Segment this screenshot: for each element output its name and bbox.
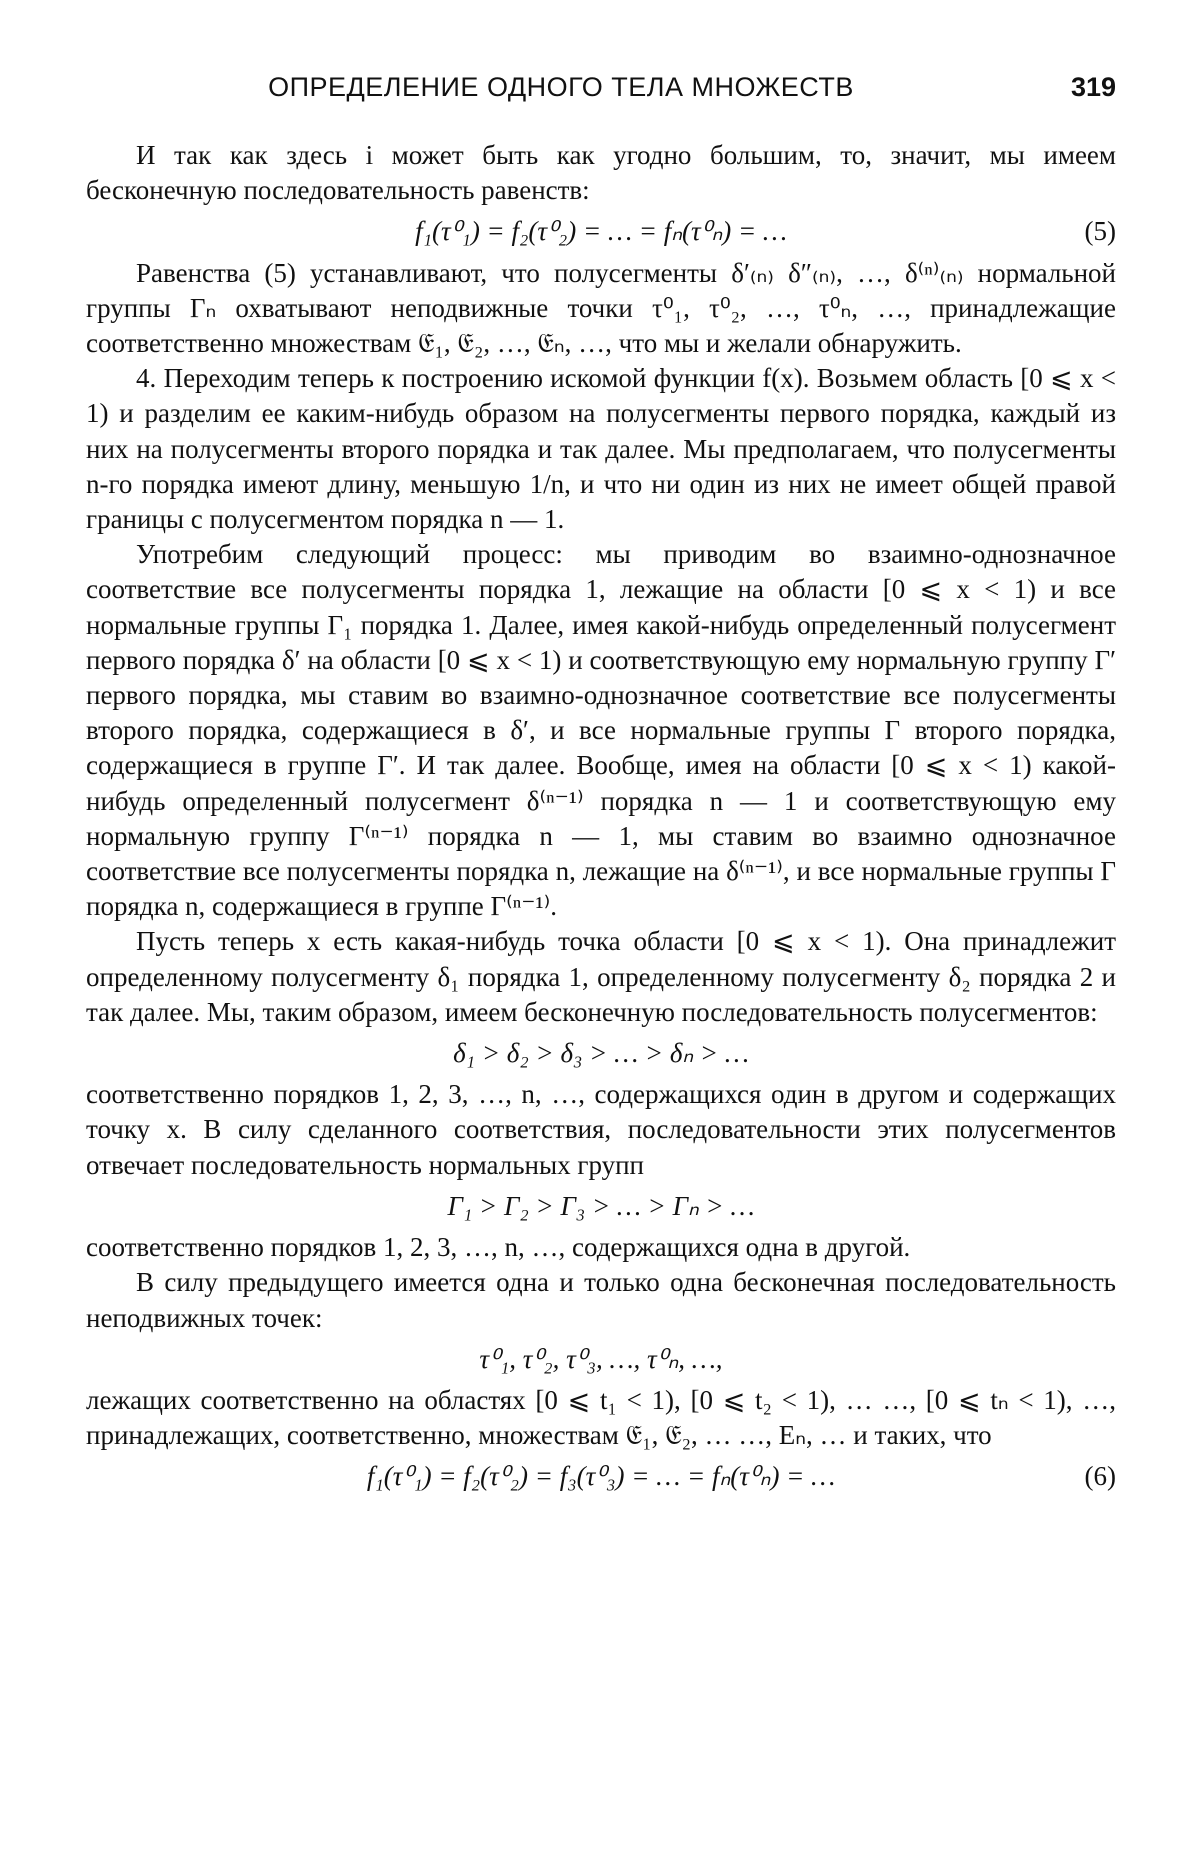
paragraph: 4. Переходим теперь к построению искомой функции f(x). Возьмем область [0 ⩽ x < 1) и разделим ее каким-нибудь образом на полусегменты первого порядка, каждый из них на полусегменты второго порядка и так далее. Мы предполагаем, что полусегменты n-го порядка имеют длину, меньшую 1/n, и что ни один из них не имеет общей правой границы с полусегментом порядка n — 1.: [86, 363, 1116, 535]
paragraph: соответственно порядков 1, 2, 3, …, n, …, содержащихся одна в другой.: [86, 1232, 911, 1263]
formula-tau-sequence: τ⁰₁, τ⁰₂, τ⁰₃, …, τ⁰ₙ, …,: [479, 1343, 723, 1374]
page-number: 319: [1070, 72, 1116, 102]
formula-gamma-chain: Γ₁ > Γ₂ > Γ₃ > … > Γₙ > …: [447, 1190, 755, 1221]
equation-5: [86, 214, 1116, 249]
paragraph: Равенства (5) устанавливают, что полусегменты δ′₍ₙ₎ δ″₍ₙ₎, …, δ⁽ⁿ⁾₍ₙ₎ нормальной группы Γₙ охватывают неподвижные точки τ⁰₁, τ⁰₂, …, τ⁰ₙ, …, принадлежащие соответственно множествам 𝔈₁, 𝔈₂, …, 𝔈ₙ, …, что мы и желали обнаружить.: [86, 257, 1116, 359]
book-page: [86, 0, 1116, 1859]
paragraph: соответственно порядков 1, 2, 3, …, n, …, содержащихся один в другом и содержащих точку x. В силу сделанного соответствия, последовательности этих полусегментов отвечает последовательность нормальных групп: [86, 1079, 1116, 1180]
page-header: [86, 72, 1116, 112]
paragraph: И так как здесь i может быть как угодно большим, то, значит, мы имеем бесконечную последовательность равенств:: [86, 140, 1116, 206]
equation-6: [86, 1459, 1116, 1494]
equation-body: f₁(τ⁰₁) = f₂(τ⁰₂) = f₃(τ⁰₃) = … = fₙ(τ⁰ₙ) = …: [366, 1461, 836, 1492]
formula-delta-chain: δ₁ > δ₂ > δ₃ > … > δₙ > …: [453, 1038, 749, 1069]
paragraph: Пусть теперь x есть какая-нибудь точка области [0 ⩽ x < 1). Она принадлежит определенному полусегменту δ₁ порядка 1, определенному полусегменту δ₂ порядка 2 и так далее. Мы, таким образом, имеем бесконечную последовательность полусегментов:: [86, 926, 1116, 1027]
paragraph: В силу предыдущего имеется одна и только одна бесконечная последовательность неподвижных точек:: [86, 1267, 1116, 1333]
paragraph: лежащих соответственно на областях [0 ⩽ t₁ < 1), [0 ⩽ t₂ < 1), … …, [0 ⩽ tₙ < 1), …, принадлежащих, соответственно, множествам 𝔈₁, 𝔈₂, … …, Eₙ, … и таких, что: [86, 1384, 1116, 1451]
equation-number: (5): [1084, 216, 1116, 247]
paragraph: Употребим следующий процесс: мы приводим во взаимно-однозначное соответствие все полусегменты порядка 1, лежащие на области [0 ⩽ x < 1) и все нормальные группы Γ₁ порядка 1. Далее, имея какой-нибудь определенный полусегмент первого порядка δ′ на области [0 ⩽ x < 1) и соответствующую ему нормальную группу Γ′ первого порядка, мы ставим во взаимно-однозначное соответствие все полусегменты второго порядка, содержащиеся в δ′, и все нормальные группы Γ второго порядка, содержащиеся в группе Γ′. И так далее. Вообще, имея на области [0 ⩽ x < 1) какой-нибудь определенный полусегмент δ⁽ⁿ⁻¹⁾ порядка n — 1 и соответствующую ему нормальную группу Γ⁽ⁿ⁻¹⁾ порядка n — 1, мы ставим во взаимно однозначное соответствие все полусегменты порядка n, лежащие на δ⁽ⁿ⁻¹⁾, и все нормальные группы Γ порядка n, содержащиеся в группе Γ⁽ⁿ⁻¹⁾.: [86, 539, 1116, 922]
main-text: [86, 138, 1116, 1501]
equation-number: (6): [1084, 1461, 1116, 1492]
running-title: ОПРЕДЕЛЕНИЕ ОДНОГО ТЕЛА МНОЖЕСТВ: [268, 72, 854, 102]
equation-body: f₁(τ⁰₁) = f₂(τ⁰₂) = … = fₙ(τ⁰ₙ) = …: [415, 216, 787, 247]
